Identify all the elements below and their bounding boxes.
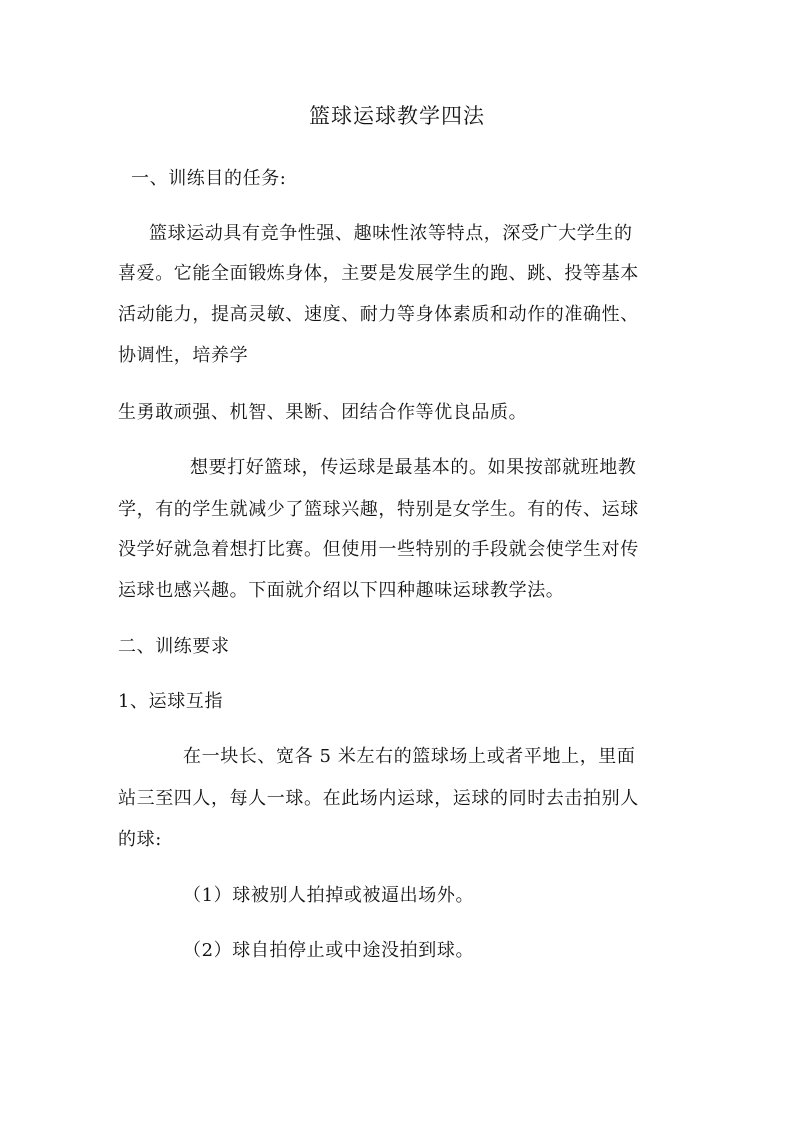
paragraph-line: 喜爱。它能全面锻炼身体，主要是发展学生的跑、跳、投等基本 xyxy=(118,263,639,284)
paragraph-line: 没学好就急着想打比赛。但使用一些特别的手段就会使学生对传 xyxy=(118,539,639,560)
section-heading-training-goals: 一、训练目的任务: xyxy=(131,168,287,189)
paragraph-line: 生勇敢顽强、机智、果断、团结合作等优良品质。 xyxy=(118,402,528,423)
paragraph-line: 站三至四人，每人一球。在此场内运球，运球的同时去击拍别人 xyxy=(118,788,639,809)
paragraph-line: 协调性，培养学 xyxy=(118,345,249,366)
item-heading-dribble-exercise: 1、运球互指 xyxy=(118,691,224,712)
rule-item: （1）球被别人拍掉或被逼出场外。 xyxy=(183,885,475,906)
paragraph-line: 想要打好篮球，传运球是最基本的。如果按部就班地教 xyxy=(190,457,637,478)
paragraph-line: 在一块长、宽各 5 米左右的篮球场上或者平地上，里面 xyxy=(183,746,636,767)
paragraph-line: 篮球运动具有竞争性强、趣味性浓等特点，深受广大学生的 xyxy=(149,223,633,244)
paragraph-line: 学，有的学生就减少了篮球兴趣，特别是女学生。有的传、运球 xyxy=(118,499,639,520)
paragraph-line: 的球: xyxy=(118,829,162,850)
document-title: 篮球运球教学四法 xyxy=(309,104,485,128)
paragraph-line: 活动能力，提高灵敏、速度、耐力等身体素质和动作的准确性、 xyxy=(118,304,639,325)
rule-item: （2）球自拍停止或中途没拍到球。 xyxy=(183,940,475,961)
section-heading-training-requirements: 二、训练要求 xyxy=(118,636,230,657)
paragraph-line: 运球也感兴趣。下面就介绍以下四种趣味运球教学法。 xyxy=(118,580,565,601)
